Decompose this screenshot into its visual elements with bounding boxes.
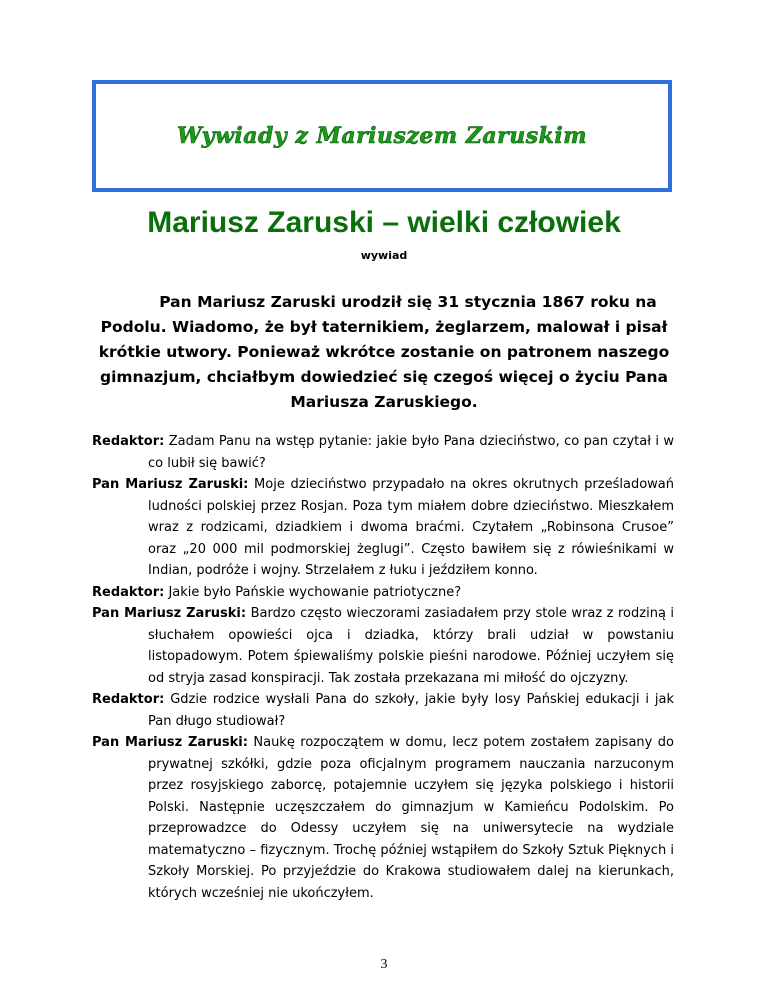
interview-dialogue bbox=[92, 431, 674, 904]
article-title: Mariusz Zaruski – wielki człowiek bbox=[147, 206, 621, 239]
header-banner bbox=[92, 80, 672, 192]
speaker-label: Pan Mariusz Zaruski: bbox=[92, 477, 249, 492]
dialogue-text: Jakie było Pańskie wychowanie patriotyczne? bbox=[168, 584, 462, 600]
dialogue-text: Gdzie rodzice wysłali Pana do szkoły, jakie były losy Pańskiej edukacji i jak Pan długo studiował? bbox=[148, 692, 674, 729]
dialogue-text: Moje dzieciństwo przypadało na okres okrutnych prześladowań ludności polskiej przez Rosjan. Poza tym miałem dobre dzieciństwo. Mieszkałem wraz z rodzicami, dziadkiem i dwoma braćmi. Czytałem „Robinsona Crusoe” oraz „20 000 mil podmorskiej żeglugi”. Często bawiłem się z rówieśnikami w Indian, podróże i wojny. Strzelałem z łuku i jeździłem konno. bbox=[148, 477, 674, 578]
speaker-label: Redaktor: bbox=[92, 584, 165, 600]
page-number: 3 bbox=[380, 957, 388, 972]
intro-text: Pan Mariusz Zaruski urodził się 31 stycznia 1867 roku na Podolu. Wiadomo, że był taternikiem, żeglarzem, malował i pisał krótkie utwory. Ponieważ wkrótce zostanie on patronem naszego gimnazjum, chciałbym dowiedzieć się czegoś więcej o życiu Pana Mariusza Zaruskiego. bbox=[98, 293, 670, 411]
banner-title: Wywiady z Mariuszem Zaruskim bbox=[176, 123, 588, 149]
dialogue-text: Bardzo często wieczorami zasiadałem przy stole wraz z rodziną i słuchałem opowieści ojca i dziadka, którzy brali udział w powstaniu listopadowym. Potem śpiewaliśmy polskie pieśni narodowe. Później uczyłem się od stryja zasad konspiracji. Tak została przekazana mi miłość do ojczyzny. bbox=[148, 606, 675, 686]
dialogue-entry bbox=[92, 732, 674, 904]
dialogue-entry bbox=[92, 582, 674, 604]
intro-paragraph bbox=[98, 290, 670, 415]
dialogue-text: Naukę rozpoczątem w domu, lecz potem zostałem zapisany do prywatnej szkółki, gdzie poza oficjalnym programem nauczania narzuconym przez rosyjskiego zaborcę, potajemnie uczyłem się języka polskiego i historii Polski. Następnie uczęszczałem do gimnazjum w Kamieńcu Podolskim. Po przeprowadzce do Odessy uczyłem się na uniwersytecie na wydziale matematyczno – fizycznym. Trochę później wstąpiłem do Szkoły Sztuk Pięknych i Szkoły Morskiej. Po przyjeździe do Krakowa studiowałem dalej na kierunkach, których wcześniej nie ukończyłem. bbox=[148, 735, 675, 901]
dialogue-entry bbox=[92, 603, 674, 689]
speaker-label: Pan Mariusz Zaruski: bbox=[92, 606, 247, 621]
speaker-label: Redaktor: bbox=[92, 692, 165, 707]
article-subtitle: wywiad bbox=[360, 249, 408, 262]
speaker-label: Redaktor: bbox=[92, 434, 165, 449]
dialogue-entry bbox=[92, 474, 674, 582]
dialogue-text: Zadam Panu na wstęp pytanie: jakie było Pana dzieciństwo, co pan czytał i w co lubił się bawić? bbox=[148, 434, 674, 471]
dialogue-entry bbox=[92, 431, 674, 474]
dialogue-entry bbox=[92, 689, 674, 732]
speaker-label: Pan Mariusz Zaruski: bbox=[92, 735, 248, 750]
